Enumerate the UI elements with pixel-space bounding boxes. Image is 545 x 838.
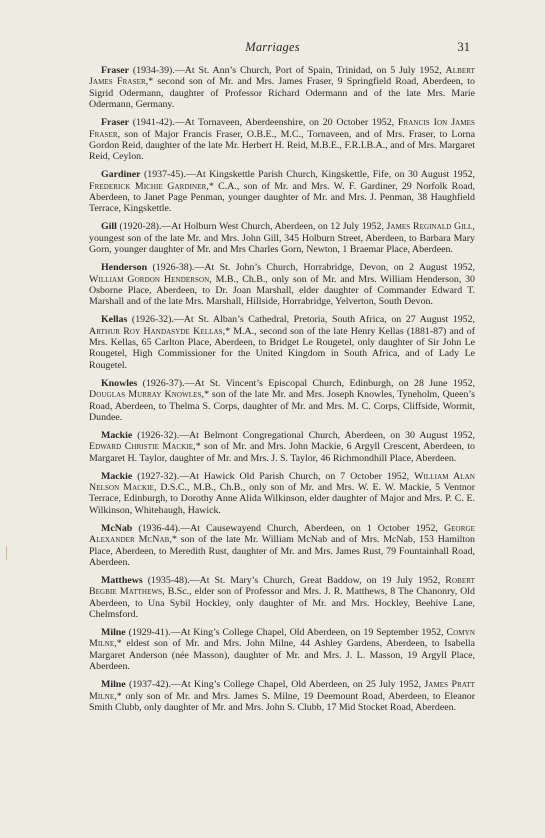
entry-text: —At King’s College Chapel, Old Aberdeen, on 19 September 1952, [170, 626, 447, 638]
marriage-entry [89, 471, 475, 517]
entry-surname: Milne [101, 679, 126, 691]
entry-surname: Kellas [101, 314, 128, 326]
entry-surname: Knowles [101, 377, 138, 389]
entry-text: —At St. John’s Church, Horrabridge, Devon, on 2 August 1952, [194, 262, 475, 274]
marriage-entry [89, 679, 475, 713]
page-header [0, 40, 545, 56]
entry-surname: Henderson [101, 262, 148, 274]
entry-text: —At King’s College Chapel, Old Aberdeen, on 25 July 1952, [170, 679, 425, 691]
entry-text: son of Major Francis Fraser, O.B.E., M.C., Tornaveen, and of Mrs. Fraser, to Lorna Gordon Reid, daughter of the late Mr. Herbert H. Reid, M.B.E., F.R.I.B.A., and of Mrs. Margaret Reid, Ceylon. [89, 128, 475, 163]
entry-years: (1926-37). [142, 377, 185, 389]
marriage-entry [89, 169, 475, 215]
entry-surname: Milne [101, 626, 126, 638]
entry-text: * eldest son of Mr. and Mrs. John Milne, 44 Ashley Gardens, Aberdeen, to Isabella Margaret Anderson (née Masson), daughter of Mr. and Mrs. J. L. Masson, 19 Argyll Place, Aberdeen. [89, 638, 475, 673]
entry-groom-name: James Pratt Milne, [89, 679, 475, 702]
entry-text: —At Causewayend Church, Aberdeen, on 1 October 1952, [180, 522, 444, 534]
running-title: Marriages [245, 40, 300, 54]
marriage-entry [89, 314, 475, 371]
entry-surname: Mackie [101, 470, 133, 482]
entry-text: M.B., Ch.B., only son of Mr. and Mrs. William Henderson, 30 Osborne Place, Aberdeen, to Dr. Joan Marshall, elder daughter of Commander Edward T. Marshall and of the late Mrs. Marshall, Hillside, Horrabridge, Yelverton, South Devon. [89, 273, 475, 308]
entry-groom-name: Arthur Roy Handasyde Kellas, [89, 325, 226, 337]
entry-surname: McNab [101, 522, 133, 534]
entry-surname: Mackie [101, 429, 133, 441]
entry-years: (1926-38). [152, 262, 195, 274]
page-number: 31 [457, 40, 470, 54]
entry-groom-name: William Gordon Henderson, [89, 273, 212, 285]
entry-years: (1926-32). [131, 314, 174, 326]
entry-groom-name: George Alexander McNab, [89, 522, 475, 546]
entry-surname: Gill [101, 221, 117, 233]
entry-years: (1937-45). [143, 169, 186, 181]
entry-text: * only son of Mr. and Mrs. James S. Milne, 19 Deemount Road, Aberdeen, to Eleanor Smith Clubb, only daughter of Mr. and Mrs. John S. Clubb, 17 Mid Stocket Road, Aberdeen. [89, 690, 475, 713]
entry-text: —At Tornaveen, Aberdeenshire, on 20 October 1952, [174, 117, 398, 129]
entry-text: —At St. Ann’s Church, Port of Spain, Trinidad, on 5 July 1952, [174, 65, 446, 76]
entry-text: * second son of Mr. and Mrs. James Fraser, 9 Springfield Road, Aberdeen, to Sigrid Odermann, daughter of Professor Richard Odermann and of the late Mrs. Marie Odermann, Germany. [89, 76, 475, 111]
marriage-entry [89, 65, 475, 111]
entry-groom-name: Robert Begbie Matthews, [89, 574, 476, 598]
entry-surname: Matthews [101, 574, 143, 586]
entry-surname: Fraser [101, 65, 129, 76]
entry-text: * son of Mr. and Mrs. John Mackie, 6 Argyll Crescent, Aberdeen, to Margaret H. Taylor, daughter of Mr. and Mrs. J. S. Taylor, 46 Richmondhill Place, Aberdeen. [89, 441, 475, 464]
entry-years: (1920-28). [119, 221, 162, 233]
marriage-entry [89, 627, 475, 673]
entry-groom-name: William Alan Nelson Mackie, [89, 470, 475, 493]
entry-text: * M.A., second son of the late Henry Kellas (1881-87) and of Mrs. Kellas, 65 Carlton Place, Aberdeen, to Bridget Le Rougetel, only daughter of Sir John Le Rougetel, High Commissioner for the United Kingdom in South Africa, and of Lady Le Rougetel. [89, 325, 475, 371]
entry-years: (1941-42). [132, 117, 175, 129]
entry-text: —At Belmont Congregational Church, Aberdeen, on 30 August 1952, [179, 429, 476, 441]
entry-groom-name: Comyn Milne, [89, 626, 475, 650]
entry-text: youngest son of the late Mr. and Mrs. John Gill, 345 Holburn Street, Aberdeen, to Barbara Mary Gorn, younger daughter of Mr. and Mrs Charles Gorn, Newton, 1 Braemar Place, Aberdeen. [89, 232, 475, 256]
entry-text: D.S.C., M.B., Ch.B., only son of Mr. and Mrs. W. E. W. Mackie, 5 Ventnor Terrace, Edinburgh, to Dorothy Anne Alida Wilkinson, elder daughter of Major and Mrs. P. C. E. Wilkinson, Whitehaugh, Hawick. [89, 482, 475, 516]
entry-text: —At St. Alban’s Cathedral, Pretoria, South Africa, on 27 August 1952, [173, 314, 475, 326]
entry-text: —At St. Vincent’s Episcopal Church, Edinburgh, on 28 June 1952, [184, 377, 475, 389]
entry-years: (1935-48). [147, 574, 190, 586]
entry-years: (1934-39). [132, 65, 175, 76]
marriage-entries [89, 65, 475, 720]
entry-text: B.Sc., elder son of Professor and Mrs. J. R. Matthews, 8 The Chanonry, Old Aberdeen, to Una Sybil Hockley, only daughter of Mr. and Mrs. Hockley, Beehive Lane, Chelmsford. [89, 586, 475, 621]
margin-mark [6, 546, 7, 560]
entry-text: —At Kingskettle Parish Church, Kingskettle, Fife, on 30 August 1952, [185, 169, 475, 181]
entry-years: (1936-44). [138, 522, 181, 534]
marriage-entry [89, 378, 475, 424]
marriage-entry [89, 262, 475, 308]
entry-text: —At Hawick Old Parish Church, on 7 October 1952, [179, 470, 415, 482]
entry-text: * son of the late Mr. William McNab and of Mrs. McNab, 153 Hamilton Place, Aberdeen, to Meredith Rust, daughter of Mr. and Mrs. James Rust, 79 Fountainhall Road, Aberdeen. [89, 534, 475, 568]
entry-groom-name: Douglas Murray Knowles, [89, 389, 205, 401]
marriage-entry [89, 430, 475, 464]
entry-groom-name: Francis Ion James Fraser, [89, 117, 475, 140]
entry-text: —At Holburn West Church, Aberdeen, on 12 July 1952, [161, 221, 387, 233]
entry-surname: Fraser [101, 117, 129, 129]
entry-groom-name: Albert James Fraser, [89, 65, 475, 88]
entry-groom-name: James Reginald Gill, [386, 221, 475, 233]
entry-years: (1937-42). [128, 679, 171, 691]
marriage-entry [89, 523, 475, 569]
entry-surname: Gardiner [101, 169, 141, 181]
entry-years: (1926-32). [137, 429, 180, 441]
marriage-entry [89, 117, 475, 163]
marriage-entry [89, 221, 475, 255]
entry-years: (1929-41). [128, 626, 171, 638]
entry-text: * son of the late Mr. and Mrs. Joseph Knowles, Tyneholm, Queen’s Road, Aberdeen, to Thelma S. Corps, daughter of Mr. and Mrs. M. C. Corps, Cliffside, Wormit, Dundee. [89, 389, 475, 423]
marriage-entry [89, 575, 475, 621]
entry-text: —At St. Mary’s Church, Great Baddow, on 19 July 1952, [189, 574, 446, 586]
entry-years: (1927-32). [137, 470, 180, 482]
entry-groom-name: Edward Christie Mackie, [89, 441, 196, 453]
entry-text: * C.A., son of Mr. and Mrs. W. F. Gardiner, 29 Norfolk Road, Aberdeen, to Janet Page Penman, younger daughter of Mr. and Mrs. J. Penman, 38 Haughfield Terrace, Kingskettle. [89, 180, 475, 215]
entry-groom-name: Frederick Michie Gardiner, [89, 180, 209, 192]
